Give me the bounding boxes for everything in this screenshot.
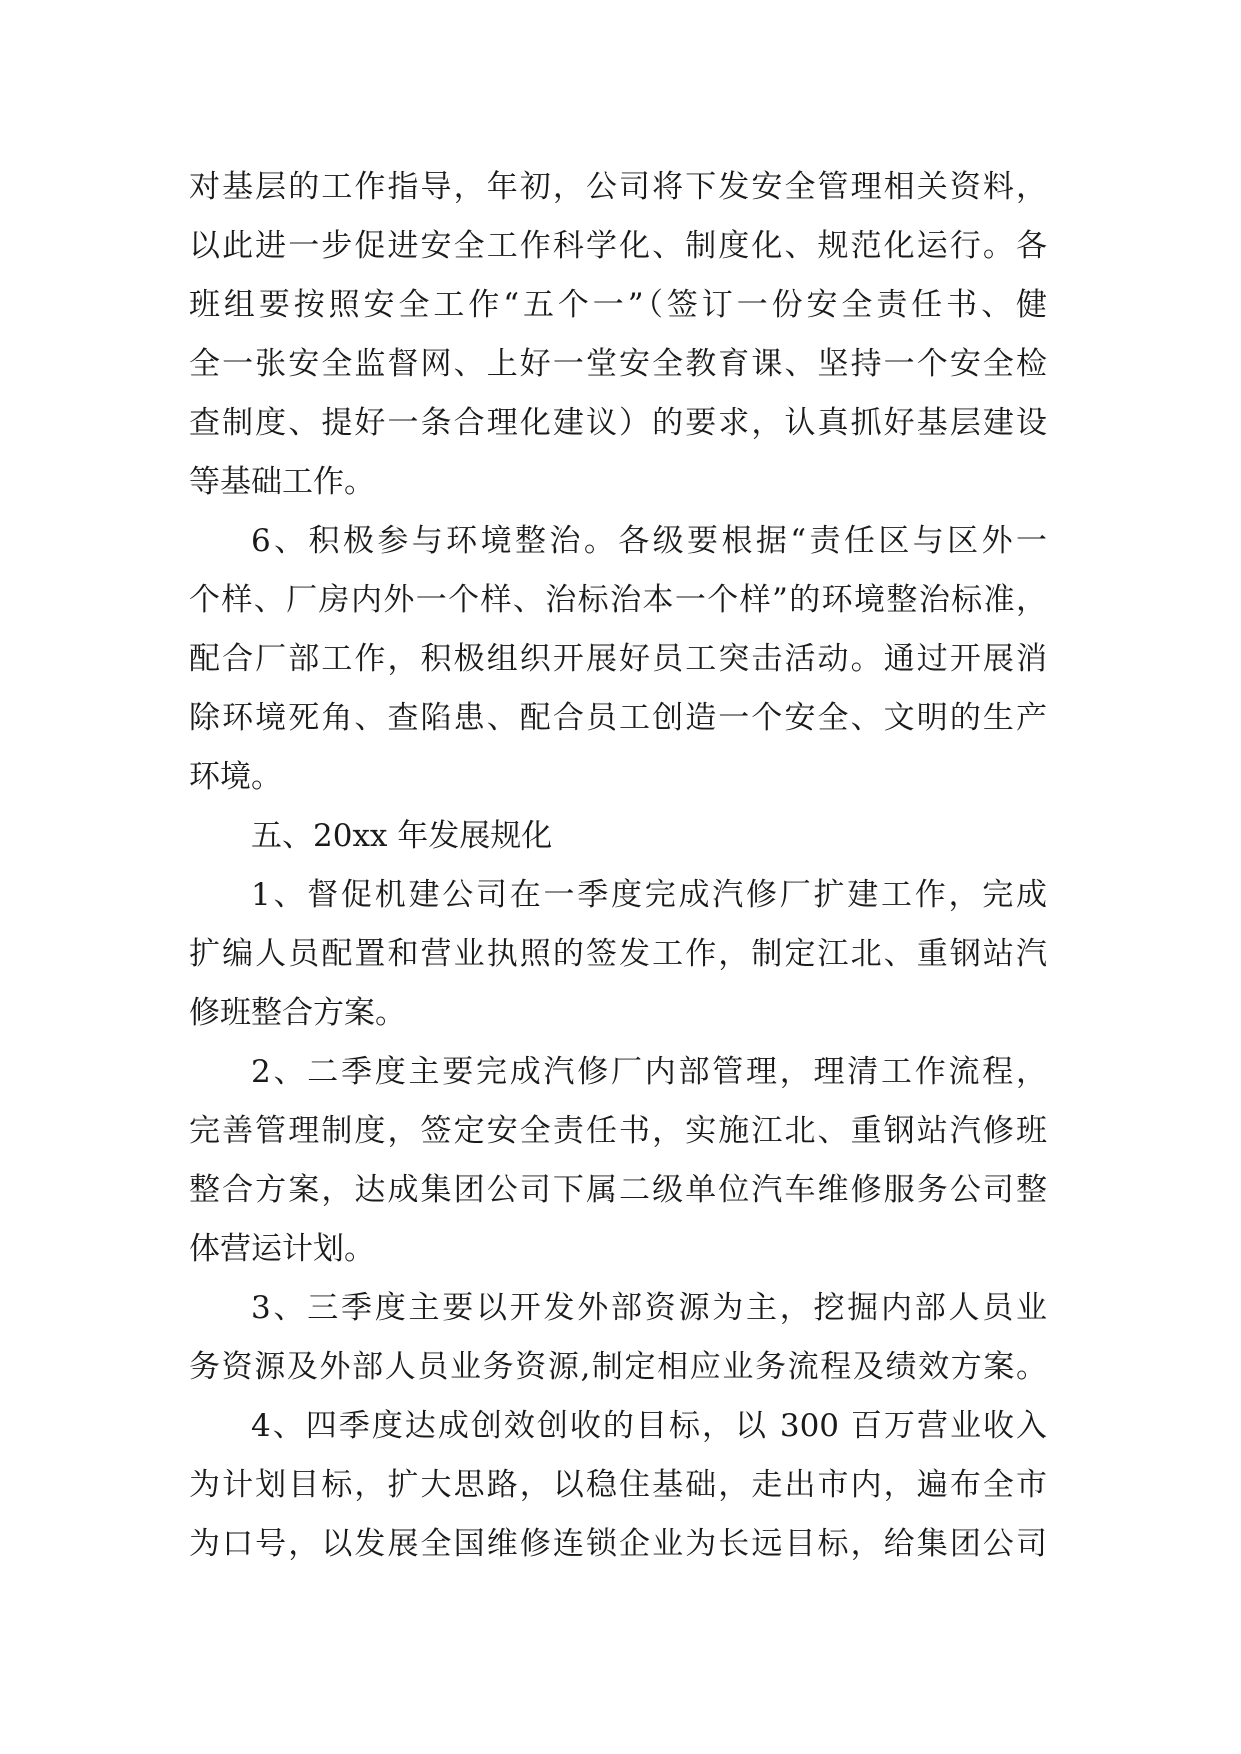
text-line: 等基础工作。 [189, 464, 375, 500]
text-line: 为口号，以发展全国维修连锁企业为长远目标，给集团公司 [189, 1526, 1047, 1562]
text-line: 为计划目标，扩大思路，以稳住基础，走出市内，遍布全市 [189, 1467, 1047, 1503]
text-line: 完善管理制度，签定安全责任书，实施江北、重钢站汽修班 [189, 1113, 1047, 1149]
text-line: 体营运计划。 [189, 1231, 375, 1267]
text-line: 扩编人员配置和营业执照的签发工作，制定江北、重钢站汽 [189, 936, 1047, 972]
text-line: 务资源及外部人员业务资源,制定相应业务流程及绩效方案。 [189, 1349, 1047, 1385]
text-line: 班组要按照安全工作“五个一”（签订一份安全责任书、健 [189, 287, 1047, 323]
text-line: 除环境死角、查陷患、配合员工创造一个安全、文明的生产 [189, 700, 1047, 736]
text-line: 查制度、提好一条合理化建议）的要求，认真抓好基层建设 [189, 405, 1047, 441]
text-line: 修班整合方案。 [189, 995, 406, 1031]
text-line: 6、积极参与环境整治。各级要根据“责任区与区外一 [251, 523, 1047, 559]
text-line: 以此进一步促进安全工作科学化、制度化、规范化运行。各 [189, 228, 1047, 264]
document-body [189, 158, 1047, 1574]
text-line: 整合方案，达成集团公司下属二级单位汽车维修服务公司整 [189, 1172, 1047, 1208]
text-line: 2、二季度主要完成汽修厂内部管理，理清工作流程， [251, 1054, 1047, 1090]
text-line: 1、督促机建公司在一季度完成汽修厂扩建工作，完成 [251, 877, 1047, 913]
text-line: 个样、厂房内外一个样、治标治本一个样”的环境整治标准， [189, 582, 1047, 618]
section-heading: 五、20xx 年发展规化 [251, 818, 553, 854]
text-line: 3、三季度主要以开发外部资源为主，挖掘内部人员业 [251, 1290, 1047, 1326]
text-line: 对基层的工作指导，年初，公司将下发安全管理相关资料， [189, 169, 1047, 205]
text-line: 环境。 [189, 759, 282, 795]
text-line: 配合厂部工作，积极组织开展好员工突击活动。通过开展消 [189, 641, 1047, 677]
text-line: 全一张安全监督网、上好一堂安全教育课、坚持一个安全检 [189, 346, 1047, 382]
text-line: 4、四季度达成创效创收的目标，以 300 百万营业收入 [251, 1408, 1047, 1444]
